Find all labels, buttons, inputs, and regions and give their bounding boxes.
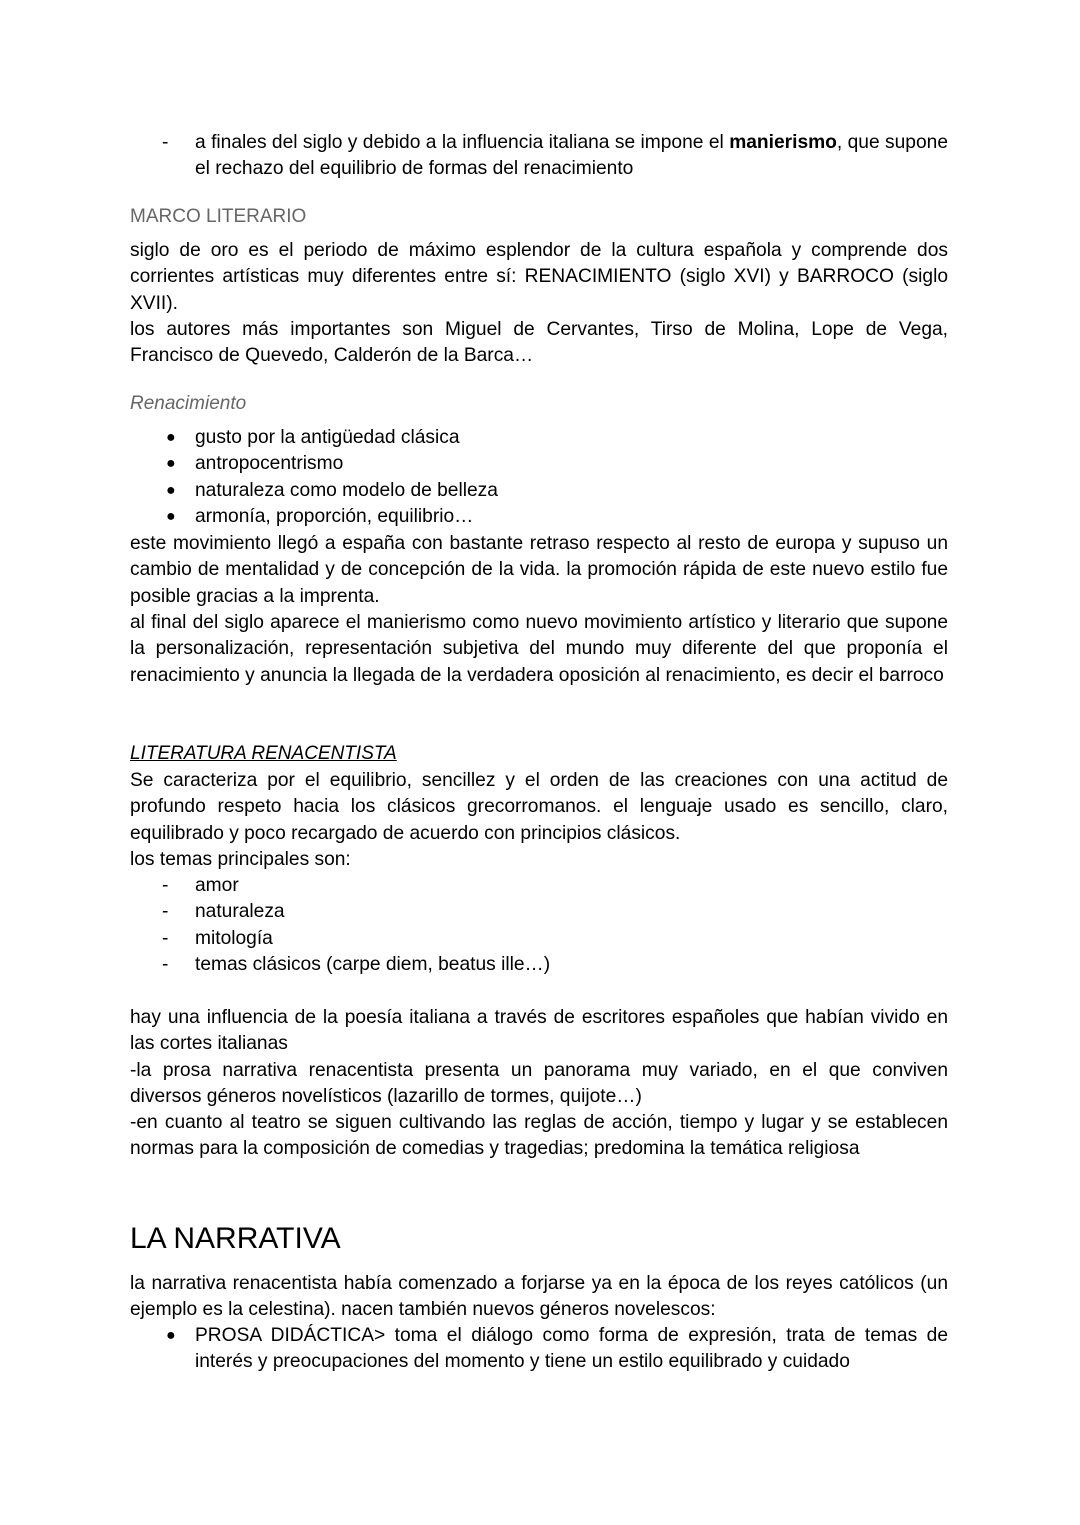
- temas-list: [130, 873, 948, 978]
- top-dash-list: [130, 130, 948, 183]
- list-item: [130, 478, 948, 504]
- renacimiento-paragraph-2: al final del siglo aparece el manierismo como nuevo movimiento artístico y literario que supone la personalización, representación subjetiva del mundo muy diferente del que proponía el renacimiento y anuncia la llegada de la verdadera oposición al renacimiento, es decir el barroco: [130, 612, 948, 686]
- bullet-marker: ●: [166, 507, 176, 525]
- literatura-paragraph-1: Se caracteriza por el equilibrio, sencillez y el orden de las creaciones con una actitud de profundo respeto hacia los clásicos grecorromanos. el lenguaje usado es sencillo, claro, equilibrado y poco recargado de acuerdo con principios clásicos.: [130, 770, 948, 844]
- list-item-text: naturaleza como modelo de belleza: [195, 479, 498, 501]
- dash-marker: -: [162, 132, 169, 153]
- narrativa-paragraph-1: la narrativa renacentista había comenzado a forjarse ya en la época de los reyes católicos (un ejemplo es la celestina). nacen también nuevos géneros novelescos:: [130, 1273, 948, 1321]
- list-item: [130, 926, 948, 952]
- literatura-paragraph-2: los temas principales son:: [130, 849, 351, 870]
- list-item-text: temas clásicos (carpe diem, beatus ille…): [195, 953, 551, 975]
- marco-paragraph-1: siglo de oro es el periodo de máximo esplendor de la cultura española y comprende dos corrientes artísticas muy diferentes entre sí: RENACIMIENTO (siglo XVI) y BARROCO (siglo XVII).: [130, 240, 948, 314]
- literatura-paragraph-4: -la prosa narrativa renacentista presenta un panorama muy variado, en el que conviven diversos géneros novelísticos (lazarillo de tormes, quijote…): [130, 1060, 948, 1108]
- literatura-paragraph-5: -en cuanto al teatro se siguen cultivando las reglas de acción, tiempo y lugar y se establecen normas para la composición de comedias y tragedias; predomina la temática religiosa: [130, 1112, 948, 1160]
- literatura-paragraph-3: hay una influencia de la poesía italiana a través de escritores españoles que habían vivido en las cortes italianas: [130, 1007, 948, 1055]
- list-item-text: armonía, proporción, equilibrio…: [195, 505, 474, 527]
- renacimiento-heading: Renacimiento: [130, 393, 247, 414]
- list-item-text: mitología: [195, 927, 273, 949]
- marco-paragraph-2: los autores más importantes son Miguel de Cervantes, Tirso de Molina, Lope de Vega, Francisco de Quevedo, Calderón de la Barca…: [130, 319, 948, 367]
- list-item: [130, 899, 948, 925]
- list-item: [130, 425, 948, 451]
- list-item-text: amor: [195, 875, 239, 896]
- list-item-text: antropocentrismo: [195, 453, 344, 475]
- bullet-marker: ●: [166, 1327, 176, 1344]
- bullet-marker: ●: [166, 429, 176, 446]
- bullet-marker: ●: [166, 455, 176, 473]
- list-item-text: gusto por la antigüedad clásica: [195, 427, 460, 448]
- list-item: [130, 504, 948, 530]
- dash-marker: -: [162, 901, 169, 923]
- list-item: [130, 451, 948, 477]
- narrativa-heading: LA NARRATIVA: [130, 1222, 341, 1255]
- renacimiento-bullets: [130, 425, 948, 530]
- dash-marker: -: [162, 953, 169, 975]
- list-item: [130, 873, 948, 899]
- narrativa-bullets: [130, 1323, 948, 1376]
- dash-marker: -: [162, 927, 169, 949]
- item-text-bold: manierismo: [729, 132, 837, 153]
- marco-heading: MARCO LITERARIO: [130, 206, 307, 227]
- list-item: [130, 952, 948, 978]
- bullet-marker: ●: [166, 481, 176, 499]
- dash-marker: -: [162, 875, 169, 896]
- list-item: [130, 1323, 948, 1376]
- renacimiento-paragraph-1: este movimiento llegó a españa con bastante retraso respecto al resto de europa y supuso un cambio de mentalidad y de concepción de la vida. la promoción rápida de este nuevo estilo fue posible gracias a la imprenta.: [130, 533, 948, 607]
- literatura-heading: LITERATURA RENACENTISTA: [130, 743, 397, 764]
- item-text-pre: a finales del siglo y debido a la influencia italiana se impone el: [195, 132, 730, 153]
- list-item: [130, 130, 948, 183]
- list-item-text: naturaleza: [195, 901, 285, 923]
- item-text-post: , que supone el rechazo del equilibrio de formas del renacimiento: [195, 132, 948, 180]
- list-item-text: PROSA DIDÁCTICA> toma el diálogo como forma de expresión, trata de temas de interés y preocupaciones del momento y tiene un estilo equilibrado y cuidado: [195, 1325, 948, 1373]
